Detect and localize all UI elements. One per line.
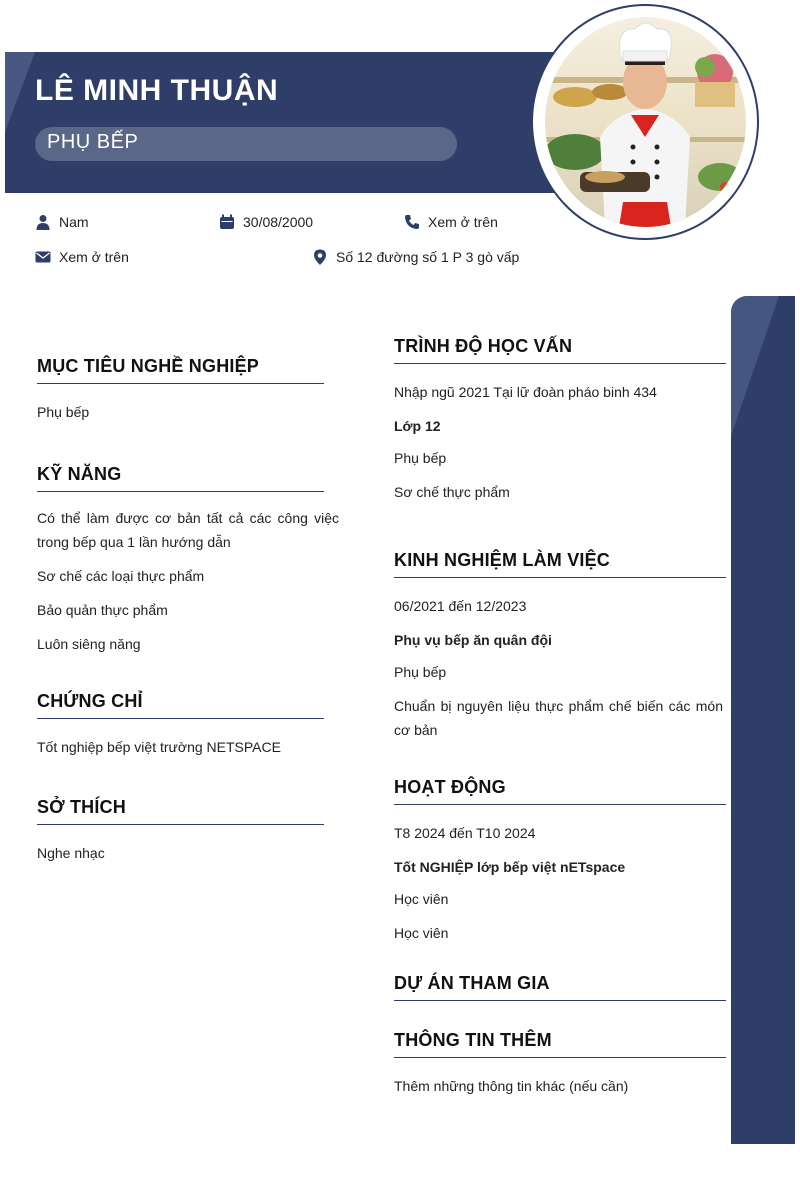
section-additional-info [394,1030,726,1098]
activity-period: T8 2024 đến T10 2024 [394,825,536,841]
section-divider [37,383,324,384]
section-title: SỞ THÍCH [37,797,126,817]
section-divider [37,718,324,719]
header-accent [5,52,35,132]
hobby-text: Nghe nhạc [37,845,105,861]
section-title: MỤC TIÊU NGHỀ NGHIỆP [37,356,260,376]
skill-item: Bảo quản thực phẩm [37,602,168,618]
calendar-icon [219,214,235,230]
experience-company: Phụ vụ bếp ăn quân đội [394,632,552,648]
contact-phone [404,214,498,230]
section-experience [394,550,726,742]
section-projects [394,973,726,1001]
experience-period: 06/2021 đến 12/2023 [394,598,527,614]
right-decor-strip [731,296,795,1144]
certificate-text: Tốt nghiệp bếp việt trường NETSPACE [37,739,281,755]
section-title: DỰ ÁN THAM GIA [394,973,550,993]
section-hobbies [37,797,324,865]
job-title: PHỤ BẾP [47,131,139,153]
education-school: Lớp 12 [394,418,441,434]
education-detail: Sơ chế thực phẩm [394,484,510,500]
email-value: Xem ở trên [59,249,129,265]
contact-address [312,249,519,265]
skill-item: Có thể làm được cơ bản tất cả các công việc trong bếp qua 1 lần hướng dẫn [37,510,339,550]
section-title: KINH NGHIỆM LÀM VIỆC [394,550,611,570]
avatar [545,17,746,227]
strip-accent [731,296,779,436]
person-icon [35,214,51,230]
experience-detail: Chuẩn bị nguyên liệu thực phẩm chế biến các món cơ bản [394,698,723,738]
section-divider [394,1057,726,1058]
section-divider [394,804,726,805]
section-title: TRÌNH ĐỘ HỌC VẤN [394,336,573,356]
phone-icon [404,214,420,230]
activity-role: Học viên [394,891,449,907]
skill-item: Sơ chế các loại thực phẩm [37,568,205,584]
section-divider [394,577,726,578]
section-title: HOẠT ĐỘNG [394,777,506,797]
section-skills [37,464,339,656]
section-certificates [37,691,324,759]
section-activities [394,777,726,945]
section-title: KỸ NĂNG [37,464,122,484]
gender-value: Nam [59,214,89,230]
contact-email [35,249,129,265]
experience-position: Phụ bếp [394,664,447,680]
section-divider [37,824,324,825]
birthday-value: 30/08/2000 [243,214,314,230]
objective-text: Phụ bếp [37,404,90,420]
section-title: CHỨNG CHỈ [37,691,143,711]
phone-value: Xem ở trên [428,214,498,230]
section-title: THÔNG TIN THÊM [394,1030,552,1050]
section-divider [37,491,324,492]
skill-item: Luôn siêng năng [37,636,141,652]
education-major: Phụ bếp [394,450,447,466]
location-pin-icon [312,249,328,265]
section-divider [394,363,726,364]
chef-photo [545,17,746,227]
address-value: Số 12 đường số 1 P 3 gò vấp [336,249,520,265]
contact-birthday [219,214,313,230]
education-period: Nhập ngũ 2021 Tại lữ đoàn pháo binh 434 [394,384,657,400]
activity-org: Tốt NGHIỆP lớp bếp việt nETspace [394,859,626,875]
envelope-icon [35,249,51,265]
section-education [394,336,726,504]
activity-detail: Học viên [394,925,449,941]
additional-text: Thêm những thông tin khác (nếu cần) [394,1078,629,1094]
section-objective [37,356,324,424]
contact-gender [35,214,89,230]
section-divider [394,1000,726,1001]
candidate-name: LÊ MINH THUẬN [35,74,279,107]
